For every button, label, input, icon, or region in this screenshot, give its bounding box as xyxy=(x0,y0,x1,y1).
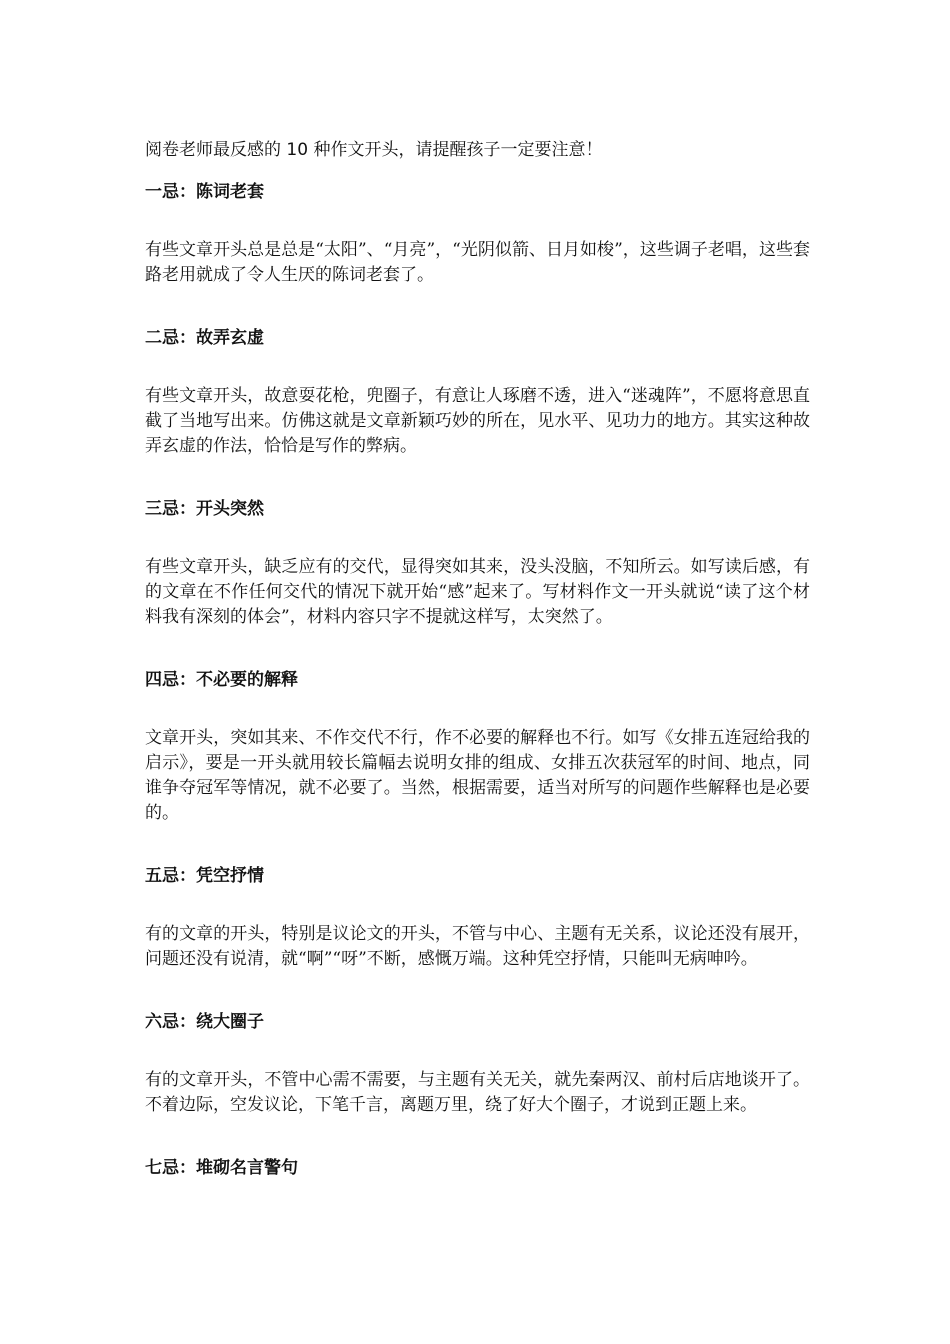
section-heading: 二忌：故弄玄虚 xyxy=(145,328,264,348)
section-paragraph: 有的文章的开头，特别是议论文的开头，不管与中心、主题有无关系，议论还没有展开，问题还没有说清，就“啊”“呀”不断，感慨万端。这种凭空抒情，只能叫无病呻吟。 xyxy=(145,924,810,969)
section-paragraph: 有些文章开头，故意耍花枪，兜圈子，有意让人琢磨不透，进入“迷魂阵”，不愿将意思直截了当地写出来。仿佛这就是文章新颖巧妙的所在，见水平、见功力的地方。其实这种故弄玄虚的作法，恰恰是写作的弊病。 xyxy=(145,386,810,456)
section-6 xyxy=(145,1008,810,1118)
section-paragraph: 有的文章开头，不管中心需不需要，与主题有关无关，就先秦两汉、前村后店地谈开了。不着边际，空发议论，下笔千言，离题万里，绕了好大个圈子，才说到正题上来。 xyxy=(145,1070,810,1115)
section-heading: 三忌：开头突然 xyxy=(145,499,264,519)
section-1 xyxy=(145,178,810,288)
section-3 xyxy=(145,495,810,630)
section-heading: 七忌：堆砌名言警句 xyxy=(145,1158,298,1178)
document-title: 阅卷老师最反感的 10 种作文开头，请提醒孩子一定要注意！ xyxy=(145,140,603,160)
section-heading: 五忌：凭空抒情 xyxy=(145,866,264,886)
section-2 xyxy=(145,324,810,459)
section-paragraph: 有些文章开头总是总是“太阳”、“月亮”，“光阴似箭、日月如梭”，这些调子老唱，这些套路老用就成了令人生厌的陈词老套了。 xyxy=(145,240,810,285)
document-content xyxy=(145,136,810,1214)
section-4 xyxy=(145,666,810,826)
section-heading: 一忌：陈词老套 xyxy=(145,182,264,202)
section-paragraph: 文章开头，突如其来、不作交代不行，作不必要的解释也不行。如写《女排五连冠给我的启示》，要是一开头就用较长篇幅去说明女排的组成、女排五次获冠军的时间、地点，同谁争夺冠军等情况，就不必要了。当然，根据需要，适当对所写的问题作些解释也是必要的。 xyxy=(145,728,810,823)
section-heading: 四忌：不必要的解释 xyxy=(145,670,298,690)
section-5 xyxy=(145,862,810,972)
section-paragraph: 有些文章开头，缺乏应有的交代，显得突如其来，没头没脑，不知所云。如写读后感，有的文章在不作任何交代的情况下就开始“感”起来了。写材料作文一开头就说“读了这个材料我有深刻的体会”，材料内容只字不提就这样写，太突然了。 xyxy=(145,557,810,627)
section-7 xyxy=(145,1154,810,1182)
section-heading: 六忌：绕大圈子 xyxy=(145,1012,264,1032)
